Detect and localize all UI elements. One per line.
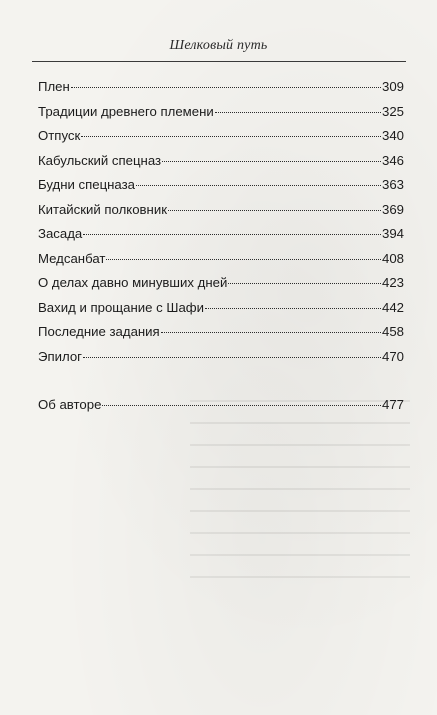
toc-entry-page: 394	[381, 226, 404, 241]
dot-leader	[162, 161, 381, 162]
dot-leader	[102, 405, 381, 406]
dot-leader	[215, 112, 381, 113]
toc-entry	[38, 176, 404, 201]
dot-leader	[136, 185, 381, 186]
dot-leader	[106, 259, 381, 260]
header-rule	[32, 61, 406, 62]
toc-entry-title: Отпуск	[38, 128, 81, 143]
toc-entry-title: Последние задания	[38, 324, 160, 339]
dot-leader	[83, 357, 381, 358]
toc-entry-page: 458	[381, 324, 404, 339]
running-header: Шелковый путь	[169, 38, 268, 53]
toc-entry-title: Эпилог	[38, 348, 82, 364]
section-gap	[38, 372, 404, 396]
dot-leader	[83, 234, 381, 235]
toc-entry-page: 346	[381, 152, 404, 168]
toc-entry-title: Традиции древнего племени	[38, 103, 214, 119]
dot-leader	[161, 332, 381, 333]
toc-entry-title: Китайский полковник	[38, 201, 167, 217]
toc-entry	[38, 299, 404, 324]
toc-entry-page: 408	[381, 250, 404, 266]
show-through-text	[190, 400, 410, 630]
toc-entry-title: Медсанбат	[38, 250, 106, 266]
dot-leader	[228, 283, 381, 284]
toc-entry	[38, 348, 404, 373]
toc-entry-about-author	[38, 396, 404, 421]
toc-entry-page: 309	[381, 79, 404, 94]
dot-leader	[71, 87, 381, 88]
toc-entry	[38, 323, 404, 348]
toc-entry-title: Засада	[38, 226, 83, 241]
toc-entry	[38, 127, 404, 152]
dot-leader	[168, 210, 381, 211]
toc-entry	[38, 103, 404, 128]
dot-leader	[205, 308, 381, 309]
toc-entry-page: 369	[381, 201, 404, 217]
toc-entry	[38, 250, 404, 275]
toc-entry-page: 477	[381, 397, 404, 412]
toc-entry-title: Плен	[38, 79, 70, 94]
toc-entry	[38, 78, 404, 103]
toc-entry-title: О делах давно минувших дней	[38, 275, 228, 290]
toc-entry-page: 363	[381, 177, 404, 192]
toc-entry-title: Будни спецназа	[38, 177, 135, 192]
toc-entry-page: 470	[381, 348, 404, 364]
toc-entry-page: 423	[381, 275, 404, 290]
toc-entry-title: Об авторе	[38, 397, 102, 412]
toc-entry	[38, 225, 404, 250]
toc-entry	[38, 274, 404, 299]
toc-entry-page: 442	[381, 299, 404, 315]
dot-leader	[81, 136, 381, 137]
toc-entry	[38, 152, 404, 177]
toc-entry-page: 340	[381, 128, 404, 143]
toc-entry-title: Вахид и прощание с Шафи	[38, 299, 205, 315]
toc-entry-title: Кабульский спецназ	[38, 152, 162, 168]
toc-entry-page: 325	[381, 103, 404, 119]
toc-entry	[38, 201, 404, 226]
table-of-contents	[38, 78, 404, 421]
